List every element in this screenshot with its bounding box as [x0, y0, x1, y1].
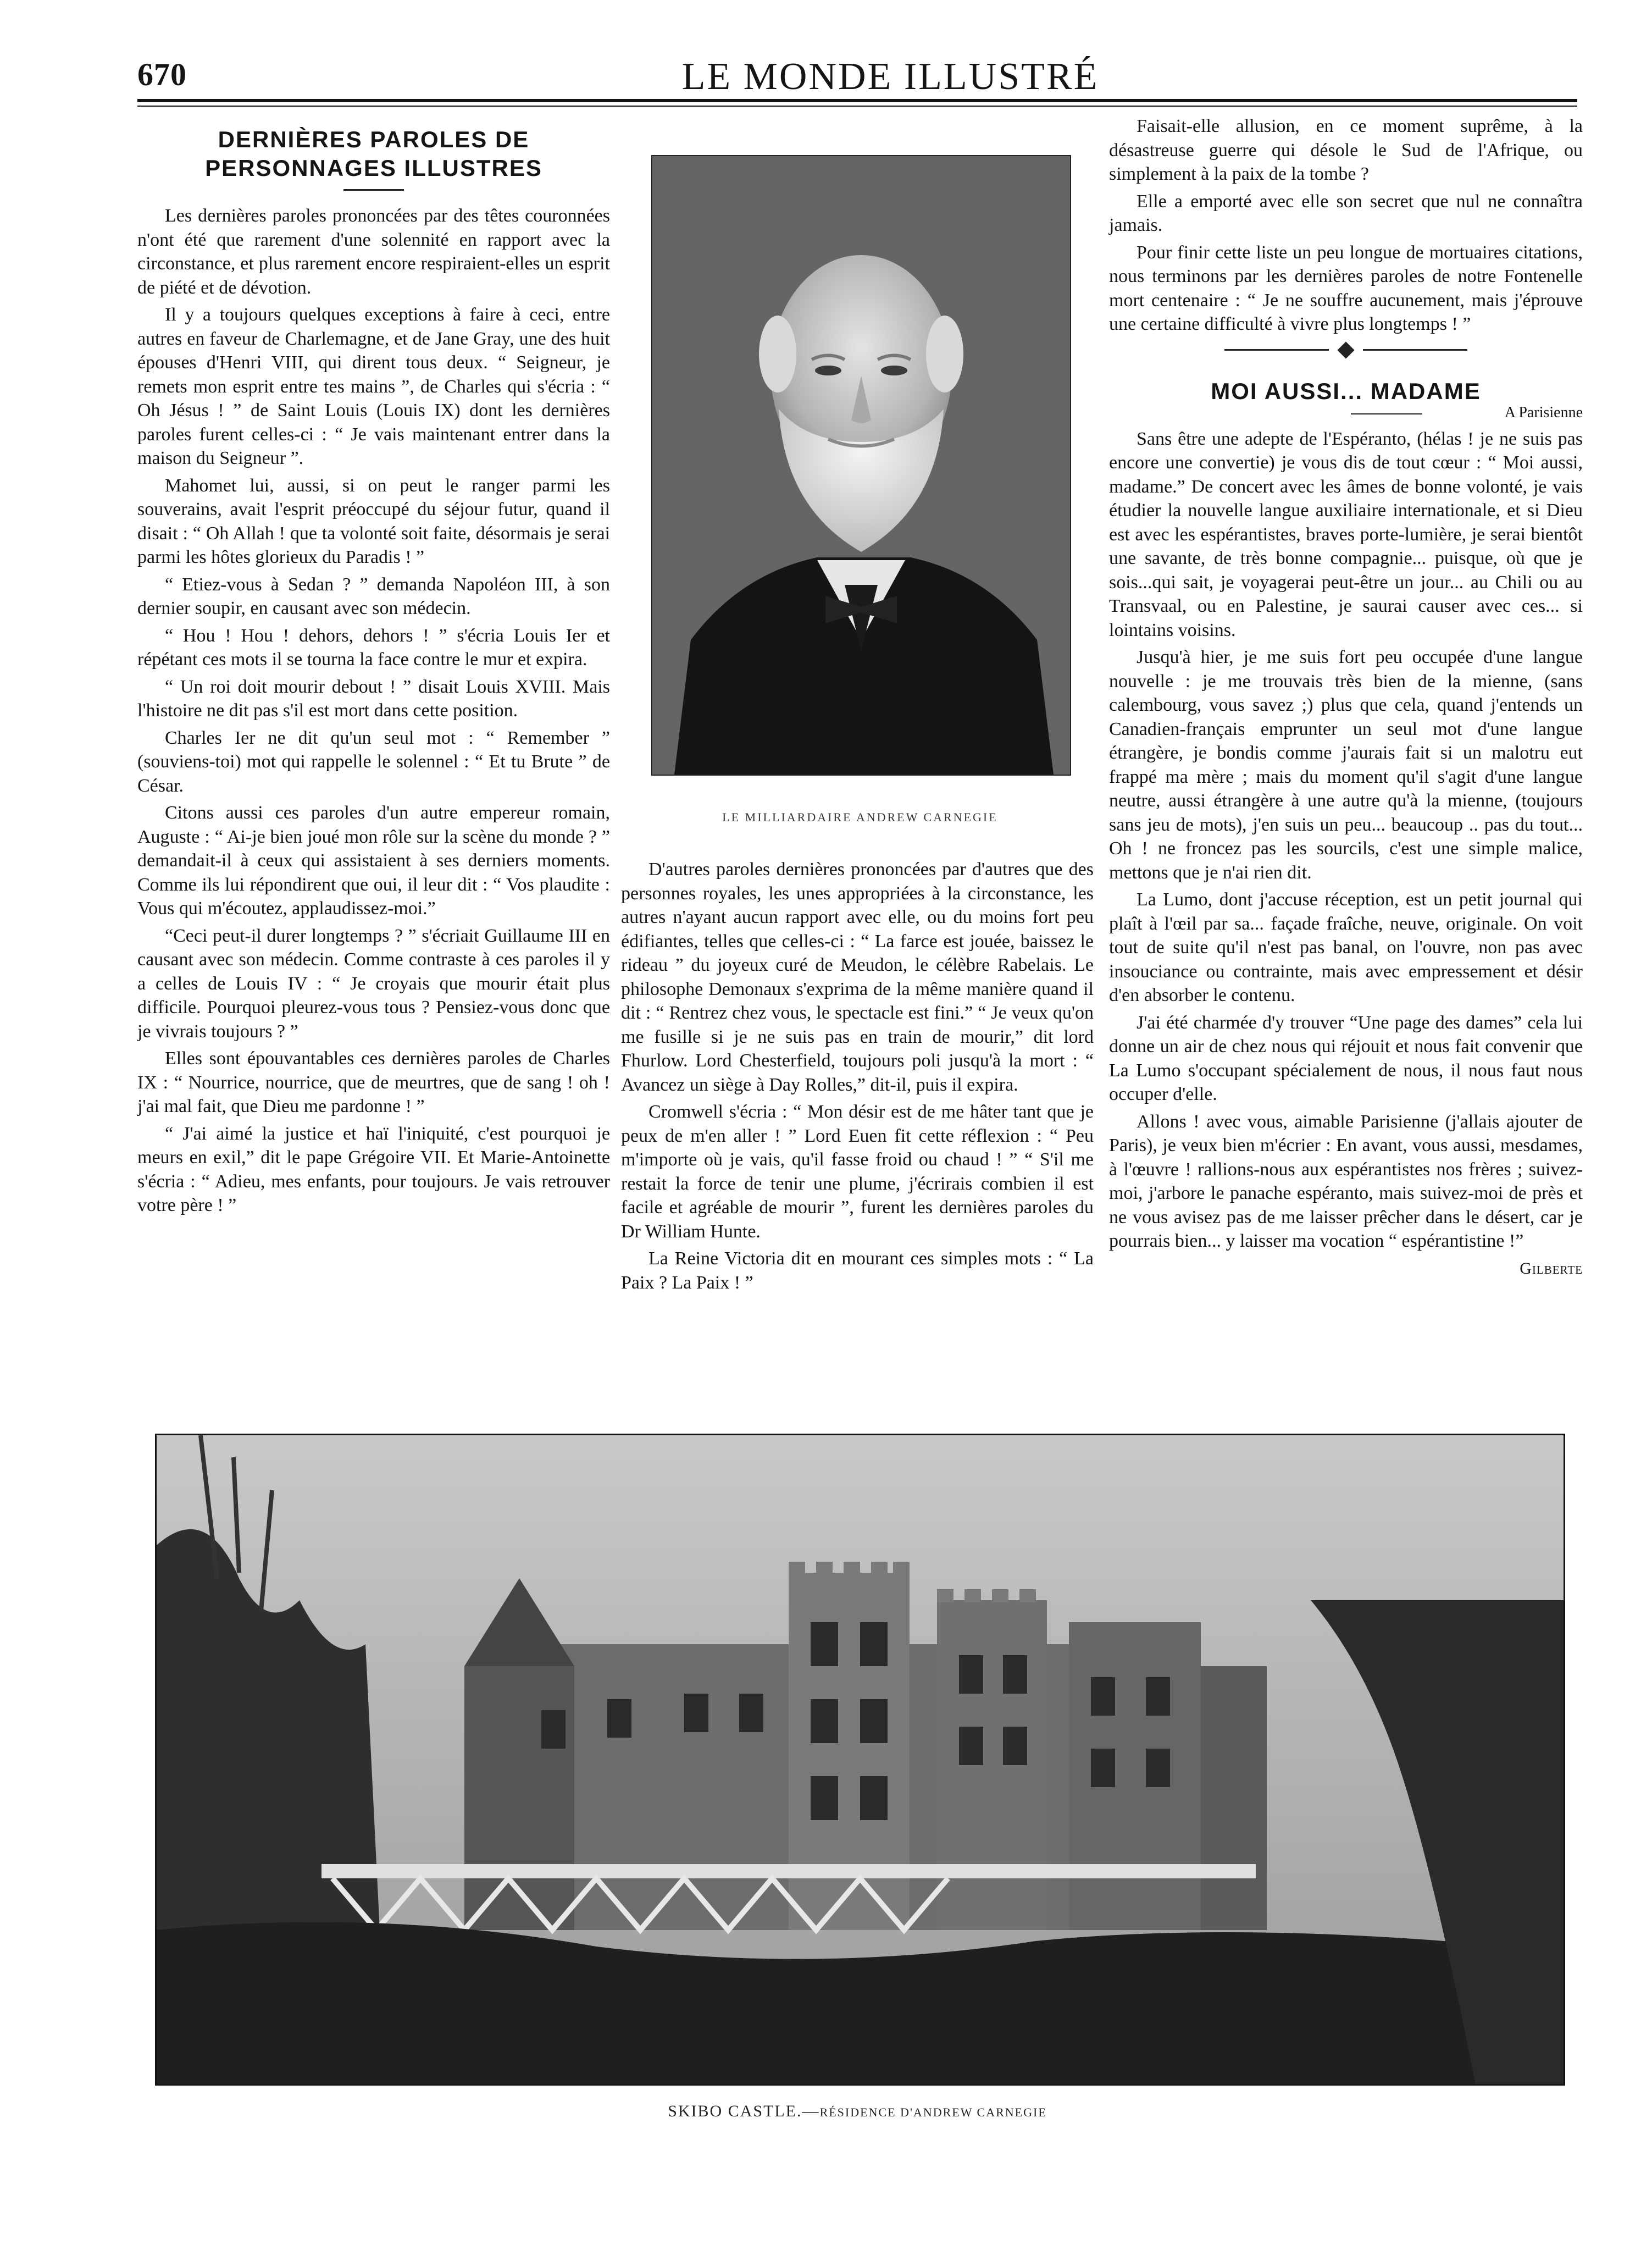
column-middle — [621, 858, 1094, 1298]
portrait-photo — [651, 155, 1071, 776]
portrait-caption: LE MILLIARDAIRE ANDREW CARNEGIE — [722, 810, 998, 824]
article2-signature: Gilberte — [1520, 1259, 1583, 1278]
paragraph: “ J'ai aimé la justice et haï l'iniquité, c'est pourquoi je meurs en exil,” dit le pape Grégoire VII. Et Marie-Antoinette s'écria : “ Adieu, mes enfants, pour toujours. Je vais retrouver votre père ! ” — [137, 1123, 610, 1215]
masthead: LE MONDE ILLUSTRÉ — [681, 56, 1099, 98]
column-left — [137, 125, 610, 1221]
paragraph: Charles Ier ne dit qu'un seul mot : “ Remember ” (souviens-toi) mot qui rappelle le solennel : “ Et tu Brute ” de César. — [137, 727, 610, 796]
castle-caption-main: SKIBO CASTLE.— — [668, 2102, 820, 2120]
paragraph: Elle a emporté avec elle son secret que nul ne connaîtra jamais. — [1109, 191, 1583, 235]
dedication-text: A Parisienne — [1504, 404, 1583, 421]
portrait-image — [652, 156, 1070, 775]
castle-photo — [155, 1434, 1565, 2086]
paragraph: J'ai été charmée d'y trouver “Une page des dames” cela lui donne un air de chez nous qui réjouit et nous fait convenir que La Lumo s'occupant spécialement de nous, il nous faut nous occuper d'elle. — [1109, 1012, 1583, 1104]
title-rule — [343, 189, 404, 191]
paragraph: Il y a toujours quelques exceptions à faire à ceci, entre autres en faveur de Charlemagne, et de Jane Gray, une des huit épouses d'Henri VIII, qui dirent tous deux. “ Seigneur, je remets mon esprit entre tes mains ”, de Charles qui s'écria : “ Oh Jésus ! ” de Saint Louis (Louis IX) dont les dernières paroles furent celles-ci : “ Je vais maintenant entrer dans la maison du Seigneur ”. — [137, 305, 610, 468]
page-number: 670 — [137, 57, 187, 92]
paragraph: Jusqu'à hier, je me suis fort peu occupée d'une langue nouvelle : je me trouvais très bien de la mienne, (sans calembourg, vous savez ;) plus que cela, quand j'entends un Canadien-français emprunter un seul mot d'une langue étrangère, je bondis comme j'aurais fait si un malotru eut frappé ma mère ; mais du moment qu'il s'agit d'une langue neutre, aussi étrangère à une autre qu'à la mienne, (toujours sans jeu de mots), j'en suis un peu... beaucoup .. pas du tout... Oh ! ne froncez pas les sourcils, c'est une simple malice, mettons que je n'ai rien dit. — [1109, 647, 1583, 883]
paragraph: “ Hou ! Hou ! dehors, dehors ! ” s'écria Louis Ier et répétant ces mots il se tourna la face contre le mur et expira. — [137, 625, 610, 670]
section-ornament — [1109, 344, 1583, 356]
header-rule — [137, 99, 1577, 102]
paragraph: Cromwell s'écria : “ Mon désir est de me hâter tant que je peux de m'en aller ! ” Lord Euen fit cette réflexion : “ Peu m'importe où je vais, qu'il fasse froid ou chaud ! ” “ S'il me restait la force de tenir une plume, j'écrirais combien il est facile et agréable de mourir ”, furent les dernières paroles du Dr William Hunte. — [621, 1102, 1094, 1242]
paragraph: Les dernières paroles prononcées par des têtes couronnées n'ont été que rarement d'une solennité en rapport avec la circonstance, et plus rarement encore respiraient-elles un esprit de piété et de dévotion. — [137, 206, 610, 298]
article-title: DERNIÈRES PAROLES DE PERSONNAGES ILLUSTRES — [205, 126, 542, 181]
paragraph: La Reine Victoria dit en mourant ces simples mots : “ La Paix ? La Paix ! ” — [621, 1248, 1094, 1293]
paragraph: D'autres paroles dernières prononcées par d'autres que des personnes royales, les unes appropriées à la circonstance, les autres n'ayant aucun rapport avec elle, ou du moins fort peu édifiantes, telles que celles-ci : “ La farce est jouée, baissez le rideau ” du joyeux curé de Meudon, le célèbre Rabelais. Le philosophe Demonaux s'exprima de la même manière quand il dit : “ Rentrez chez vous, le spectacle est fini.” “ Je veux qu'on me fusille si je ne suis pas en train de mourir,” dit lord Fhurlow. Lord Chesterfield, toujours poli jusqu'à la mort : “ Avancez un siège à Day Rolles,” dit-il, puis il expira. — [621, 859, 1094, 1095]
header-rule-thin — [137, 106, 1577, 107]
article-body-right — [1109, 114, 1583, 336]
paragraph: Faisait-elle allusion, en ce moment suprême, à la désastreuse guerre qui désole le Sud de l'Afrique, ou simplement à la paix de la tombe ? — [1109, 116, 1583, 184]
paragraph: Pour finir cette liste un peu longue de mortuaires citations, nous terminons par les dernières paroles de notre Fontenelle mort centenaire : “ Je ne souffre aucunement, mais j'éprouve une certaine difficulté à vivre plus longtemps ! ” — [1109, 242, 1583, 334]
paragraph: Mahomet lui, aussi, si on peut le ranger parmi les souverains, avait l'esprit préoccupé du séjour futur, quand il disait : “ Oh Allah ! que ta volonté soit faite, désormais je serai parmi les hôtes glorieux du Paradis ! ” — [137, 475, 610, 567]
article-body-left — [137, 204, 610, 1218]
article2-dedication — [1109, 401, 1583, 425]
paragraph: “Ceci peut-il durer longtemps ? ” s'écriait Guillaume III en causant avec son médecin. Comme contraste à ces paroles il y a celles de Louis IV : “ Je croyais que mourir était plus difficile. Pourquoi pleurez-vous tous ? Pensiez-vous donc que je vivrais toujours ? ” — [137, 925, 610, 1042]
article2-title: MOI AUSSI... MADAME — [1211, 378, 1481, 404]
paragraph: “ Un roi doit mourir debout ! ” disait Louis XVIII. Mais l'histoire ne dit pas s'il est mort dans cette position. — [137, 676, 610, 721]
castle-caption-small: RÉSIDENCE D'ANDREW CARNEGIE — [819, 2105, 1047, 2119]
paragraph: La Lumo, dont j'accuse réception, est un petit journal qui plaît à l'œil par sa... façade fraîche, neuve, originale. On voit tout de suite qu'il n'est pas banal, on l'ouvre, non pas avec insouciance ou contrainte, mais avec empressement et désir d'en absorber le contenu. — [1109, 889, 1583, 1005]
paragraph: Elles sont épouvantables ces dernières paroles de Charles IX : “ Nourrice, nourrice, que de meurtres, que de sang ! oh ! j'ai mal fait, que Dieu me pardonne ! ” — [137, 1048, 610, 1116]
castle-image — [157, 1435, 1564, 2084]
column-right — [1109, 114, 1583, 1280]
article2-body — [1109, 427, 1583, 1253]
castle-caption — [550, 2102, 1165, 2121]
paragraph: Sans être une adepte de l'Espéranto, (hélas ! je ne suis pas encore une convertie) je vous dis de tout cœur : “ Moi aussi, madame.” De concert avec les âmes de bonne volonté, je vais étudier la nouvelle langue auxiliaire internationale, et si Dieu est avec les espérantistes, braves porte-lumière, je serai bientôt une savante, de très bonne compagnie... puisque, où que je sois...qui sait, je voyagerai peut-être un jour... au Chili ou au Transvaal, ou en Palestine, je saurai causer avec ces... si lointains voisins. — [1109, 428, 1583, 640]
paragraph: Allons ! avec vous, aimable Parisienne (j'allais ajouter de Paris), je veux bien m'écrier : En avant, vous aussi, mesdames, à l'œuvre ! rallions-nous aux espérantistes nos frères ; suivez-moi, j'arbore le panache espéranto, mais suivez-moi de près et ne vous avisez pas de me laisser prêcher dans le désert, car je pourrais bien... y laisser ma vocation “ espérantistine !” — [1109, 1111, 1583, 1251]
article-body-middle — [621, 858, 1094, 1295]
paragraph: “ Etiez-vous à Sedan ? ” demanda Napoléon III, à son dernier soupir, en causant avec son médecin. — [137, 574, 610, 618]
paragraph: Citons aussi ces paroles d'un autre empereur romain, Auguste : “ Ai-je bien joué mon rôle sur la scène du monde ? ” demandait-il à ceux qui assistaient à ses derniers moments. Comme ils lui répondirent que oui, il leur dit : “ Vos plaudite : Vous qui m'écoutez, applaudissez-moi.” — [137, 803, 610, 919]
